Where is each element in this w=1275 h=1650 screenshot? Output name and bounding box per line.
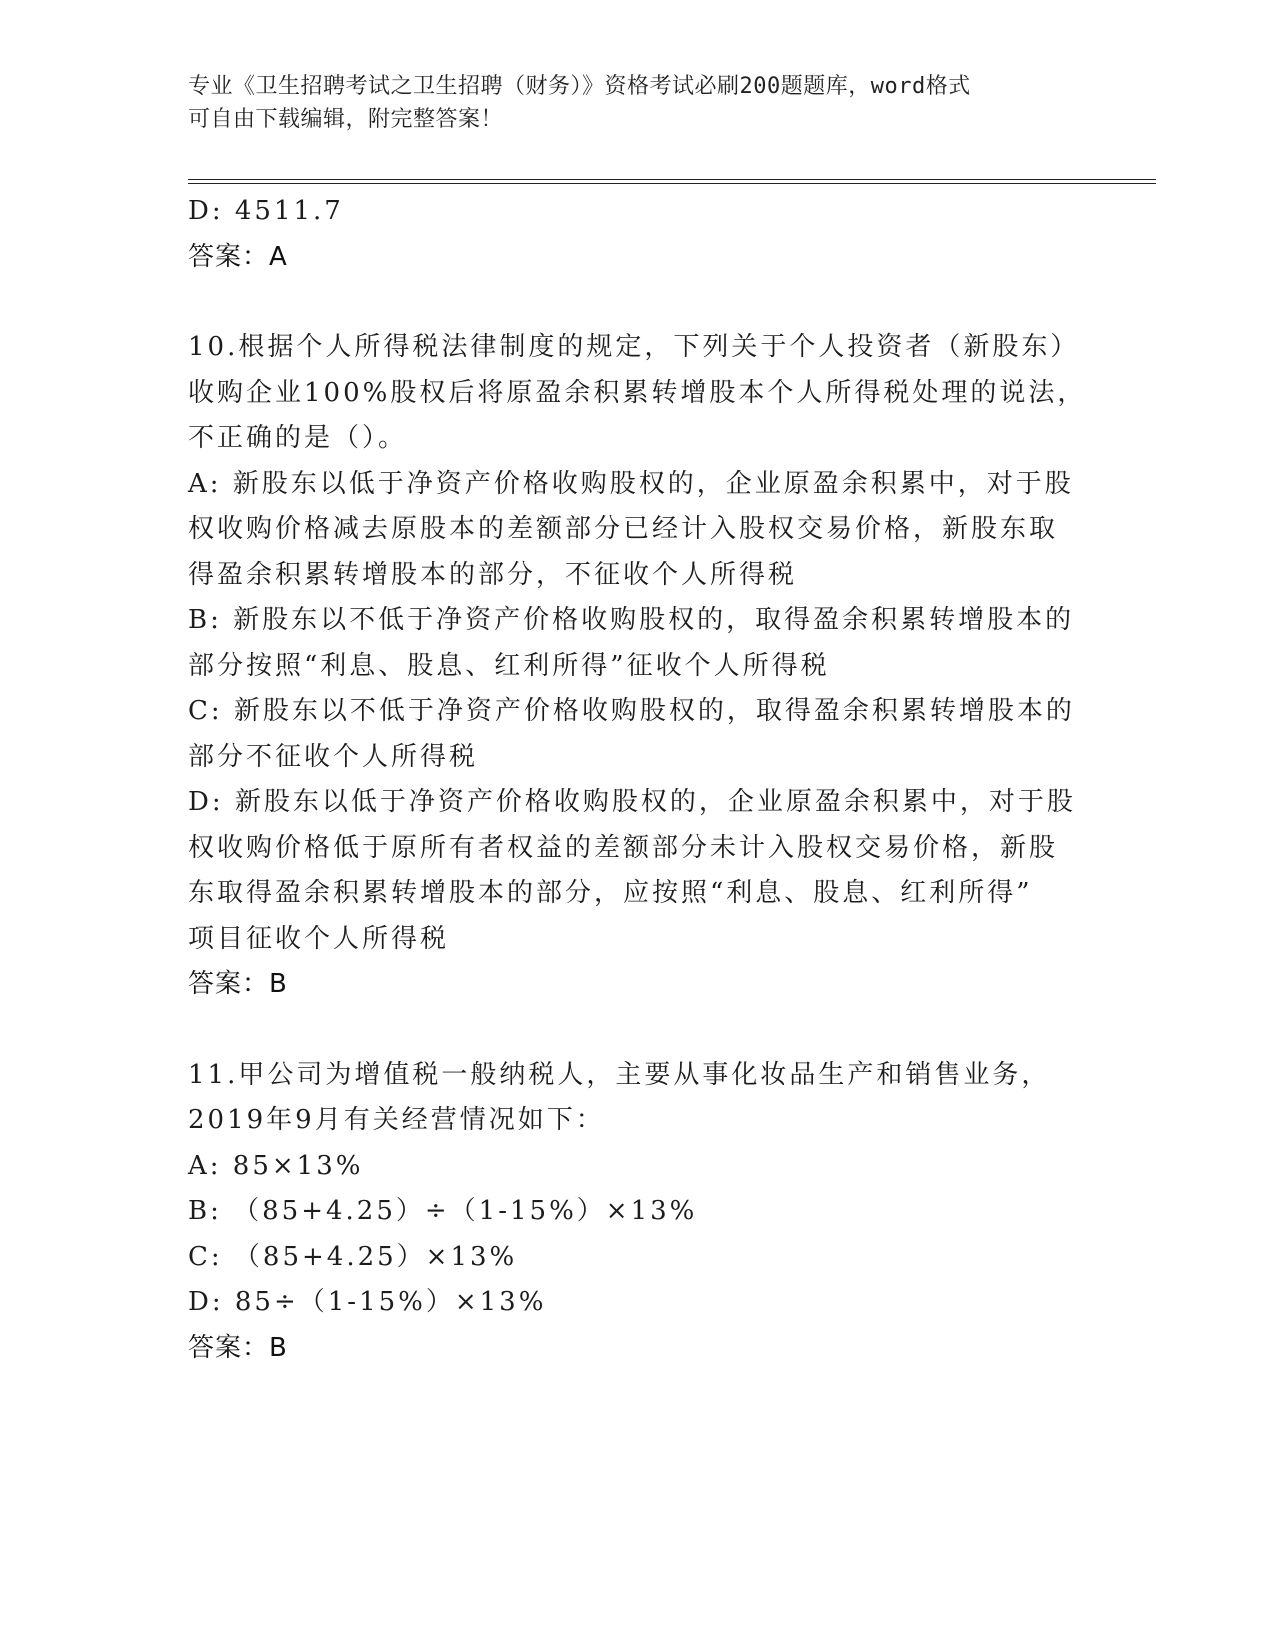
question-stem: 11.甲公司为增值税一般纳税人，主要从事化妆品生产和销售业务，: [188, 1059, 1051, 1090]
header-line: 专业《卫生招聘考试之卫生招聘（财务）》资格考试必刷200题题库，word格式: [188, 74, 971, 99]
option-d: 东取得盈余积累转增股本的部分，应按照“利息、股息、红利所得”: [188, 878, 1033, 908]
option-d: D: 85÷（1-15%）×13%: [188, 1287, 547, 1317]
question-stem: 不正确的是（）。: [188, 423, 408, 453]
spacer: [188, 280, 1088, 325]
option-b: B: （85+4.25）÷（1-15%）×13%: [188, 1196, 698, 1226]
header-divider: [188, 183, 1156, 184]
option-b: 部分按照“利息、股息、红利所得”征收个人所得税: [188, 650, 830, 681]
answer: 答案：A: [188, 241, 288, 272]
document-header: [188, 70, 1078, 136]
answer: 答案：B: [188, 1332, 288, 1363]
spacer: [188, 1008, 1088, 1053]
option-a: A: 85×13%: [188, 1150, 364, 1181]
question-9-tail: [188, 189, 1088, 280]
option-d: 权收购价格低于原所有者权益的差额部分未计入股权交易价格，新股: [188, 832, 1059, 863]
option-c: C: 新股东以不低于净资产价格收购股权的，取得盈余积累转增股本的: [188, 696, 1075, 726]
option-d: 项目征收个人所得税: [188, 923, 450, 954]
header-divider: [188, 179, 1156, 180]
option-d: D: 新股东以低于净资产价格收购股权的，企业原盈余积累中，对于股: [188, 787, 1076, 817]
document-body: [188, 189, 1088, 1371]
option-c: 部分不征收个人所得税: [188, 741, 479, 772]
option-a: 权收购价格减去原股本的差额部分已经计入股权交易价格，新股东取: [188, 514, 1059, 544]
option-a: 得盈余积累转增股本的部分，不征收个人所得税: [188, 559, 798, 590]
header-line: 可自由下载编辑，附完整答案！: [188, 107, 504, 132]
question-stem: 10.根据个人所得税法律制度的规定，下列关于个人投资者（新股东）: [188, 332, 1080, 362]
question-10: [188, 325, 1088, 1008]
option-d: D: 4511.7: [188, 196, 344, 226]
question-11: [188, 1053, 1088, 1372]
answer: 答案：B: [188, 969, 288, 999]
option-a: A: 新股东以低于净资产价格收购股权的，企业原盈余积累中，对于股: [188, 468, 1074, 499]
question-stem: 2019年9月有关经营情况如下：: [188, 1105, 605, 1135]
option-b: B: 新股东以不低于净资产价格收购股权的，取得盈余积累转增股本的: [188, 605, 1075, 635]
option-c: C: （85+4.25）×13%: [188, 1241, 518, 1272]
question-stem: 收购企业100%股权后将原盈余积累转增股本个人所得税处理的说法，: [188, 377, 1087, 408]
